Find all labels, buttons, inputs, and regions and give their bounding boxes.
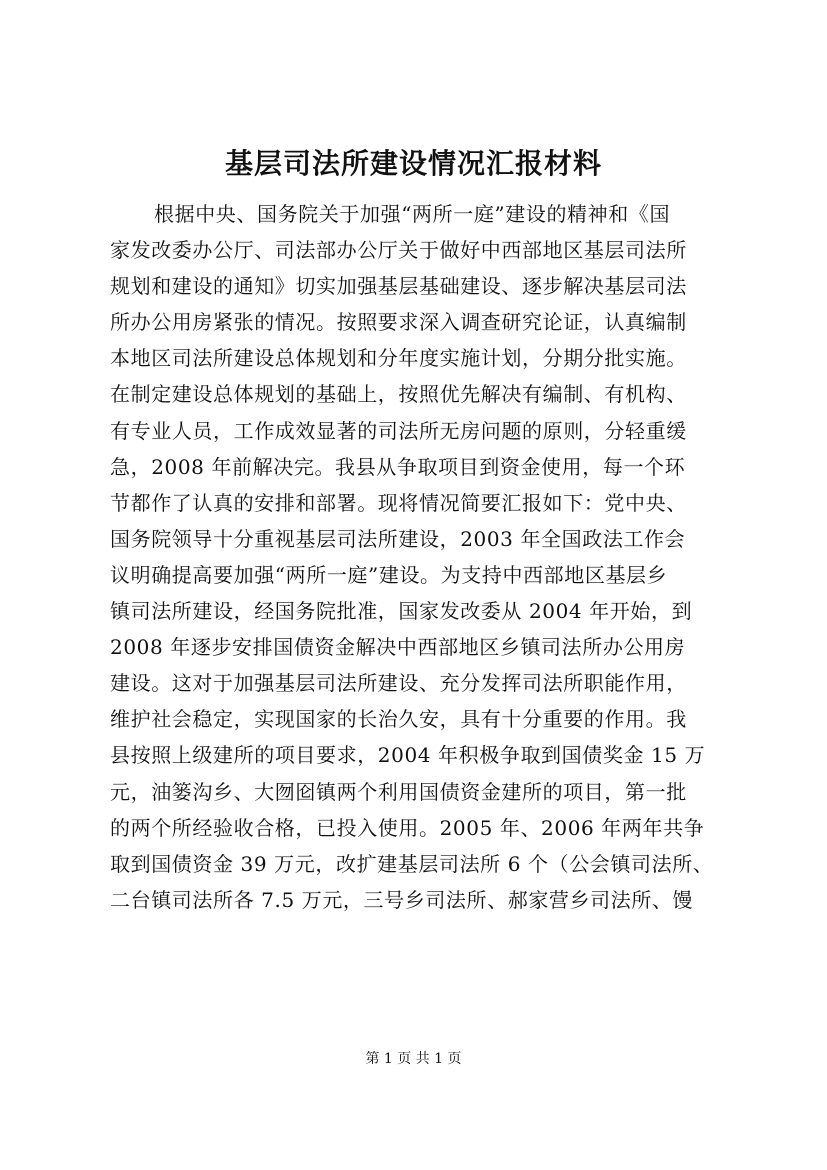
body-text-line: 规划和建设的通知》切实加强基层基础建设、逐步解决基层司法 [110, 274, 687, 299]
body-text-line: 家发改委办公厅、司法部办公厅关于做好中西部地区基层司法所 [110, 238, 687, 263]
body-text-line: 建设。这对于加强基层司法所建设、充分发挥司法所职能作用， [110, 671, 687, 696]
body-text-line: 根据中央、国务院关于加强“两所一庭”建设的精神和《国 [154, 202, 671, 226]
body-text-line: 维护社会稳定，实现国家的长治久安，具有十分重要的作用。我 [110, 707, 687, 732]
body-text-line: 所办公用房紧张的情况。按照要求深入调查研究论证，认真编制 [110, 310, 687, 335]
body-text-line: 有专业人员，工作成效显著的司法所无房问题的原则，分轻重缓 [110, 418, 687, 443]
body-text-line: 在制定建设总体规划的基础上，按照优先解决有编制、有机构、 [110, 382, 687, 407]
document-title: 基层司法所建设情况汇报材料 [224, 147, 602, 180]
page-number-footer: 第 1 页 共 1 页 [365, 1051, 462, 1067]
body-text-line: 二台镇司法所各 7.5 万元，三号乡司法所、郝家营乡司法所、馒 [110, 887, 694, 912]
body-text-line: 2008 年逐步安排国债资金解决中西部地区乡镇司法所办公用房 [110, 635, 686, 660]
body-text-line: 取到国债资金 39 万元，改扩建基层司法所 6 个（公会镇司法所、 [110, 851, 714, 876]
body-text-line: 急，2008 年前解决完。我县从争取项目到资金使用，每一个环 [110, 454, 686, 479]
body-text-line: 本地区司法所建设总体规划和分年度实施计划，分期分批实施。 [110, 346, 687, 371]
body-text-line: 国务院领导十分重视基层司法所建设，2003 年全国政法工作会 [110, 526, 686, 551]
body-text-line: 县按照上级建所的项目要求，2004 年积极争取到国债奖金 15 万 [110, 743, 706, 768]
document-body [110, 196, 750, 918]
body-text-line: 议明确提高要加强“两所一庭”建设。为支持中西部地区基层乡 [110, 562, 668, 587]
body-text-line: 节都作了认真的安排和部署。现将情况简要汇报如下：党中央、 [110, 490, 687, 515]
body-text-line: 的两个所经验收合格，已投入使用。2005 年、2006 年两年共争 [110, 815, 705, 840]
body-text-line: 镇司法所建设，经国务院批准，国家发改委从 2004 年开始，到 [110, 599, 693, 624]
body-text-line: 元，油篓沟乡、大囫囵镇两个利用国债资金建所的项目，第一批 [110, 779, 687, 804]
